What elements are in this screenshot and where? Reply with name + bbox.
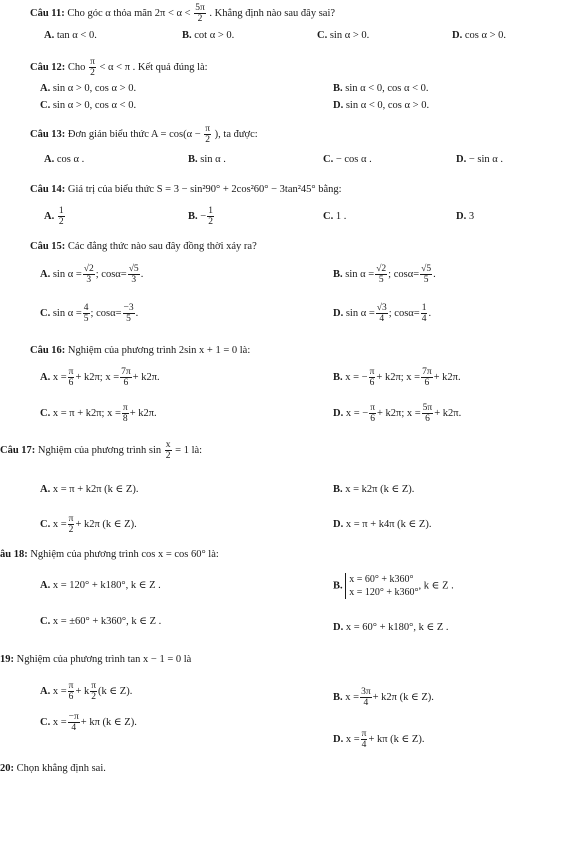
option-c[interactable]: C. sin α = $\frac{4}{5}$ ; cosα= $\frac{-3}{5}$ . — [40, 303, 139, 324]
option-a[interactable]: A. x = $\frac{\pi}{6}$ + k $\frac{\pi}{2}$ (k ∈ Z). — [40, 681, 133, 702]
option-b[interactable]: B. x = 60° + k360° x = 120° + k360° , k ∈ Z . — [333, 574, 454, 598]
question-label: Câu 15: — [30, 241, 66, 252]
option-d[interactable]: D. − sin α . — [456, 154, 504, 165]
fraction: $\frac{5\pi}{2}$ — [195, 3, 205, 24]
option-d[interactable]: D. x = − $\frac{\pi}{6}$ + k2π; x = $\frac{5\pi}{6}$ + k2π. — [333, 403, 462, 424]
option-c[interactable]: C. sin α > 0. — [317, 30, 370, 41]
question-label: Câu 16: — [30, 345, 66, 356]
question-14: Câu 14: Giá trị của biểu thức S = 3 − sin²90° + 2cos²60° − 3tan²45° bằng: — [30, 184, 342, 195]
option-b[interactable]: B. cot α > 0. — [182, 30, 235, 41]
option-d[interactable]: D. sin α < 0, cos α > 0. — [333, 100, 430, 111]
option-c[interactable]: C. 1 . — [323, 211, 347, 222]
question-label: Câu 14: — [30, 184, 66, 195]
question-label: 19: — [0, 654, 14, 665]
option-a[interactable]: A. sin α > 0, cos α > 0. — [40, 83, 137, 94]
question-text: Cho góc α thỏa mãn 2π < α < — [67, 7, 191, 19]
option-d[interactable]: D. x = $\frac{\pi}{4}$ + kπ (k ∈ Z). — [333, 729, 425, 750]
fraction: $\frac{\pi}{2}$ — [205, 124, 211, 145]
option-d[interactable]: D. x = 60° + k180°, k ∈ Z . — [333, 622, 449, 633]
option-c[interactable]: C. x = $\frac{-\pi}{4}$ + kπ (k ∈ Z). — [40, 712, 137, 733]
fraction: $\frac{x}{2}$ — [165, 440, 171, 461]
option-b[interactable]: B. sin α = $\frac{√2}{5}$ ; cosα= $\frac{√5}{5}$ . — [333, 264, 436, 285]
option-c[interactable]: C. x = $\frac{\pi}{2}$ + k2π (k ∈ Z). — [40, 514, 137, 535]
question-18: âu 18: Nghiệm của phương trình cos x = cos 60° là: — [0, 549, 219, 560]
option-b[interactable]: B. − $\frac{1}{2}$ — [188, 206, 213, 227]
option-b[interactable]: B. sin α < 0, cos α < 0. — [333, 83, 429, 94]
question-20: 20: Chọn khẳng định sai. — [0, 763, 106, 774]
option-d[interactable]: D. x = π + k4π (k ∈ Z). — [333, 519, 432, 530]
question-17: Câu 17: Nghiệm của phương trình sin $\frac{x}{2}$ = 1 là: — [0, 440, 203, 461]
question-19: 19: Nghiệm của phương trình tan x − 1 = 0 là — [0, 654, 192, 665]
option-a[interactable]: A. $\frac{1}{2}$ — [44, 206, 64, 227]
option-b[interactable]: B. x = k2π (k ∈ Z). — [333, 484, 415, 495]
fraction: $\frac{\pi}{2}$ — [90, 57, 95, 78]
question-15: Câu 15: Các đẳng thức nào sau đây đồng thời xảy ra? — [30, 241, 257, 252]
question-label: Câu 17: — [0, 444, 36, 456]
option-c[interactable]: C. x = π + k2π; x = $\frac{\pi}{8}$ + k2π. — [40, 403, 157, 424]
option-d[interactable]: D. 3 — [456, 211, 475, 222]
option-b[interactable]: B. sin α . — [188, 154, 226, 165]
option-a[interactable]: A. x = π + k2π (k ∈ Z). — [40, 484, 139, 495]
option-d[interactable]: D. sin α = $\frac{√3}{4}$ ; cosα= $\frac{1}{4}$ . — [333, 303, 432, 324]
option-c[interactable]: C. sin α > 0, cos α < 0. — [40, 100, 137, 111]
option-b[interactable]: B. x = − $\frac{\pi}{6}$ + k2π; x = $\frac{7\pi}{6}$ + k2π. — [333, 367, 461, 388]
option-a[interactable]: A. x = 120° + k180°, k ∈ Z . — [40, 580, 161, 591]
question-label: Câu 13: — [30, 128, 66, 140]
question-11 — [30, 3, 335, 24]
question-16: Câu 16: Nghiệm của phương trình 2sin x + 1 = 0 là: — [30, 345, 251, 356]
option-a[interactable]: A. cos α . — [44, 154, 85, 165]
option-c[interactable]: C. x = ±60° + k360°, k ∈ Z . — [40, 616, 162, 627]
option-c[interactable]: C. − cos α . — [323, 154, 372, 165]
system-bracket: x = 60° + k360° x = 120° + k360° — [345, 573, 418, 599]
question-label: âu 18: — [0, 549, 28, 560]
option-a[interactable]: A. sin α = $\frac{√2}{3}$ ; cosα= $\frac{√5}{3}$ . — [40, 264, 144, 285]
question-12: Câu 12: Cho $\frac{\pi}{2}$ < α < π . Kết quả đúng là: — [30, 57, 208, 78]
question-label: Câu 12: — [30, 61, 66, 73]
question-text: . Khẳng định nào sau đây sai? — [209, 7, 336, 19]
option-a[interactable]: A. tan α < 0. — [44, 30, 97, 41]
option-a[interactable]: A. x = $\frac{\pi}{6}$ + k2π; x = $\frac{7\pi}{6}$ + k2π. — [40, 367, 160, 388]
question-13: Câu 13: Đơn giản biểu thức A = cos(α − $\frac{\pi}{2}$ ), ta được: — [30, 124, 258, 145]
option-b[interactable]: B. x = $\frac{3\pi}{4}$ + k2π (k ∈ Z). — [333, 687, 434, 708]
question-label: 20: — [0, 763, 14, 774]
option-d[interactable]: D. cos α > 0. — [452, 30, 507, 41]
question-label: Câu 11: — [30, 7, 65, 19]
